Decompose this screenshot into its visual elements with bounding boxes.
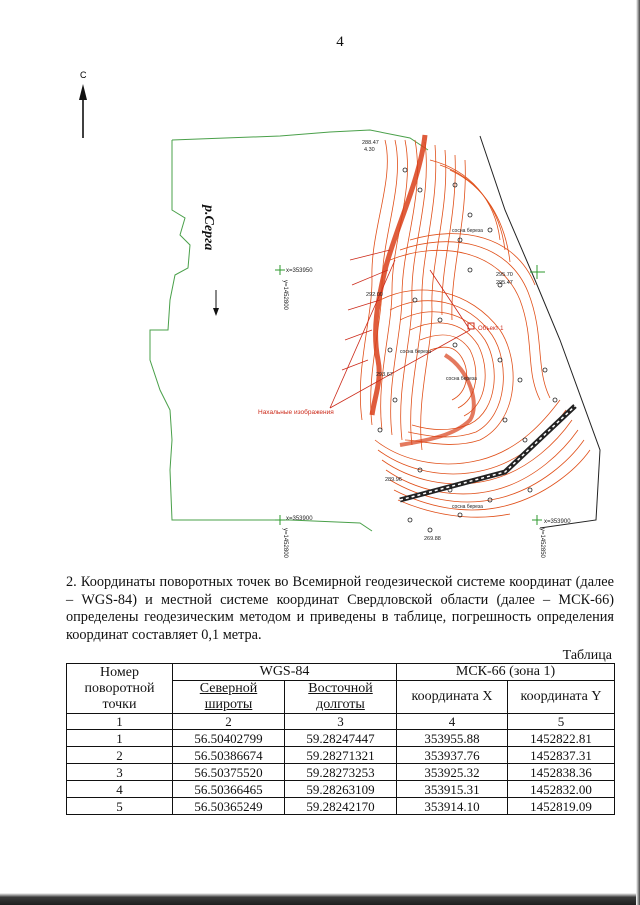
cell-y: 1452819.09 xyxy=(508,798,615,815)
river-boundary-line xyxy=(150,130,428,531)
header-coordinate-y: координата Y xyxy=(508,681,615,714)
cell-point-number: 2 xyxy=(67,747,173,764)
tree-label: сосна береза xyxy=(400,349,431,355)
legend-label: Объект 1 xyxy=(478,326,504,332)
grid-label: x=353900 xyxy=(286,516,313,522)
table-row xyxy=(67,764,615,781)
spot-height: 293.67 xyxy=(376,372,393,378)
north-label: С xyxy=(80,70,87,80)
tree-label: сосна береза xyxy=(452,504,483,510)
cell-y: 1452837.31 xyxy=(508,747,615,764)
column-number: 3 xyxy=(285,714,397,730)
annotation-leaders xyxy=(330,250,470,408)
scan-edge-bottom xyxy=(0,893,640,905)
table-row xyxy=(67,747,615,764)
header-east-longitude xyxy=(285,681,397,714)
column-number: 1 xyxy=(67,714,173,730)
header-north-latitude-text: Северной широты xyxy=(199,681,258,712)
cell-x: 353925.32 xyxy=(397,764,508,781)
cell-point-number: 1 xyxy=(67,730,173,747)
column-number: 4 xyxy=(397,714,508,730)
table-row xyxy=(67,798,615,815)
cell-latitude: 56.50375520 xyxy=(173,764,285,781)
cell-latitude: 56.50366465 xyxy=(173,781,285,798)
column-number: 2 xyxy=(173,714,285,730)
road-line xyxy=(400,406,575,500)
table-row xyxy=(67,781,615,798)
cell-x: 353915.31 xyxy=(397,781,508,798)
cell-latitude: 56.50386674 xyxy=(173,747,285,764)
cell-longitude: 59.28242170 xyxy=(285,798,397,815)
cell-y: 1452832.00 xyxy=(508,781,615,798)
cell-x: 353914.10 xyxy=(397,798,508,815)
cell-latitude: 56.50402799 xyxy=(173,730,285,747)
cell-x: 353955.88 xyxy=(397,730,508,747)
cell-point-number: 5 xyxy=(67,798,173,815)
column-number: 5 xyxy=(508,714,615,730)
parcel-boundary-line xyxy=(480,136,600,528)
cell-longitude: 59.28271321 xyxy=(285,747,397,764)
cell-point-number: 4 xyxy=(67,781,173,798)
grid-label: y=1452850 xyxy=(539,528,545,558)
header-east-longitude-text: Восточной долготы xyxy=(308,681,373,712)
spot-height: 295.70 xyxy=(496,272,513,278)
annotation-label: Нахальные изображения xyxy=(258,409,334,416)
spot-height: 269.88 xyxy=(424,536,441,542)
cell-point-number: 3 xyxy=(67,764,173,781)
header-point-number: Номер поворотной точки xyxy=(67,664,173,714)
grid-label: y=1452800 xyxy=(282,280,288,310)
tree-label: сосна береза xyxy=(452,228,483,234)
cell-longitude: 59.28247447 xyxy=(285,730,397,747)
header-north-latitude xyxy=(173,681,285,714)
grid-label: x=353900 xyxy=(544,519,571,525)
spot-height: 289.96 xyxy=(385,477,402,483)
spot-height: 4.30 xyxy=(364,147,375,153)
header-wgs84: WGS-84 xyxy=(173,664,397,681)
cell-x: 353937.76 xyxy=(397,747,508,764)
river-label: р.Серга xyxy=(201,205,216,251)
topographic-map xyxy=(0,60,640,560)
cell-latitude: 56.50365249 xyxy=(173,798,285,815)
spot-heights xyxy=(362,140,513,542)
spot-height: 295.47 xyxy=(496,280,513,286)
grid-label: x=353950 xyxy=(286,268,313,274)
table-row xyxy=(67,730,615,747)
spot-height: 288.47 xyxy=(362,140,379,146)
tree-label: сосна береза xyxy=(446,376,477,382)
cell-longitude: 59.28273253 xyxy=(285,764,397,781)
grid-cross-markers xyxy=(275,265,545,525)
header-coordinate-x: координата X xyxy=(397,681,508,714)
flow-arrow-icon xyxy=(213,290,219,316)
cell-longitude: 59.28263109 xyxy=(285,781,397,798)
coordinates-table xyxy=(66,663,615,815)
north-arrow-icon xyxy=(79,84,87,138)
header-msk66: МСК-66 (зона 1) xyxy=(397,664,615,681)
table-caption: Таблица xyxy=(562,648,612,663)
cell-y: 1452822.81 xyxy=(508,730,615,747)
body-paragraph: 2. Координаты поворотных точек во Всемирной геодезической системе координат (далее – WGS-84) и местной системе координат Свердловской области (далее – МСК-66) определены геодезическим методом и приведены в таблице, погрешность определения координат составляет 0,1 метра. xyxy=(66,574,614,643)
page-number: 4 xyxy=(336,34,344,50)
grid-label: y=1452800 xyxy=(282,528,288,558)
spot-height: 292.00 xyxy=(366,292,383,298)
cell-y: 1452838.36 xyxy=(508,764,615,781)
